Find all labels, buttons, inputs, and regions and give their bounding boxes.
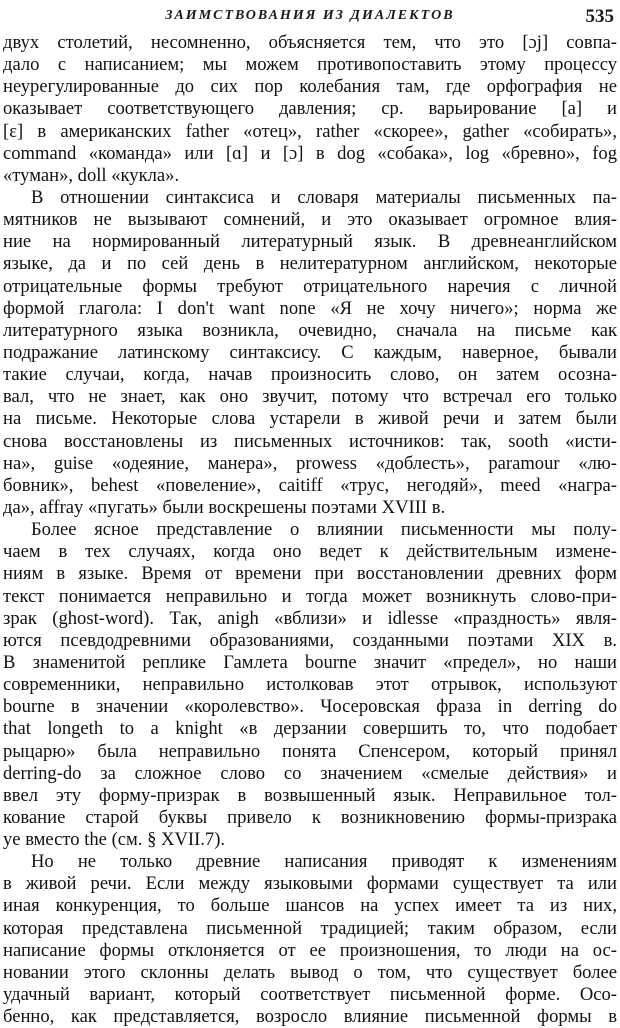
text-line: бенно, как представляется, возросло влияние письменной формы в [3,1006,617,1028]
text-line: удачный вариант, который соответствует письменной форме. Осо- [3,984,617,1006]
text-line: подражание латинскому синтаксису. С каждым, наверное, бывали [3,341,617,363]
text-line: ниям в языке. Время от времени при восстановлении древних форм [3,563,617,585]
text-line: кование старой буквы привело к возникновению формы-призрака [3,806,617,828]
running-title: ЗАИМСТВОВАНИЯ ИЗ ДИАЛЕКТОВ [165,8,455,23]
text-line: ние на нормированный литературный язык. В древнеанглийском [3,231,617,253]
text-line: текст понимается неправильно и тогда может возникнуть слово-при- [3,585,617,607]
text-line: Более ясное представление о влиянии письменности мы полу- [31,519,617,541]
text-line: Но не только древние написания приводят к изменениям [31,851,617,873]
text-line: отрицательные формы требуют отрицательного наречия с личной [3,275,617,297]
text-line: В знаменитой реплике Гамлета bourne значит «предел», но наши [3,651,617,673]
text-line: ввел эту форму-призрак в возвышенный язык. Неправильное тол- [3,784,617,806]
text-line: bourne в значении «королевство». Чосеровская фраза in derring do [3,696,617,718]
running-head [0,6,620,28]
text-line: that longeth to a knight «в дерзании совершить то, что подобает [3,718,617,740]
text-line: зрак (ghost-word). Так, anigh «вблизи» и idlesse «праздность» явля- [3,607,617,629]
text-line: дало с написанием; мы можем противопоставить этому процессу [3,54,617,76]
page-number: 535 [585,6,614,27]
text-line: языке, да и по сей день в нелитературном английском, некоторые [3,253,617,275]
text-line: иная конкуренция, то больше шансов на успех имеет та из них, [3,895,617,917]
text-line: неурегулированные до сих пор колебания там, где орфография не [3,76,617,98]
text-line: ye вместо the (см. § XVII.7). [3,829,226,851]
text-line: command «команда» или [ɑ] и [ɔ] в dog «собака», log «бревно», fog [3,142,617,164]
text-line: такие случаи, когда, начав произносить слово, он затем осозна- [3,364,617,386]
text-line: В отношении синтаксиса и словаря материалы письменных па- [31,186,617,208]
text-line: написание формы отклоняется от ее произношения, то люди на ос- [3,939,617,961]
text-line: [ɛ] в американских father «отец», rather «скорее», gather «собирать», [3,120,617,142]
text-line: литературного языка возникла, очевидно, сначала на письме как [3,319,617,341]
text-line: современники, неправильно истолковав этот отрывок, используют [3,674,617,696]
text-line: derring-do за сложное слово со значением «смелые действия» и [3,762,617,784]
text-line: снова восстановлены из письменных источников: так, sooth «исти- [3,430,617,452]
text-line: на», guise «одеяние, манера», prowess «доблесть», paramour «лю- [3,452,617,474]
text-line: да», affray «пугать» были воскрешены поэтами XVIII в. [3,496,446,518]
text-line: которая представлена письменной традицией; таким образом, если [3,917,617,939]
text-line: «туман», doll «кукла». [3,164,180,186]
text-line: ются псевдодревними образованиями, созданными поэтами XIX в. [3,629,617,651]
text-line: чаем в тех случаях, когда оно ведет к действительным измене- [3,541,617,563]
body-text [3,32,617,1028]
text-line: рыцарю» была неправильно понята Спенсером, который принял [3,740,617,762]
text-line: двух столетий, несомненно, объясняется тем, что это [ɔj] совпа- [3,32,617,53]
text-line: бовник», behest «повеление», caitiff «трус, негодяй», meed «награ- [3,474,617,496]
text-line: в живой речи. Если между языковыми формами существует та или [3,873,617,895]
text-line: на письме. Некоторые слова устарели в живой речи и затем были [3,408,617,430]
text-line: вал, что не знает, как оно звучит, потому что встречал его только [3,386,617,408]
text-line: оказывает соответствующего давления; ср. варьирование [a] и [3,98,617,120]
text-line: мятников не вызывают сомнений, и это оказывает огромное влия- [3,209,617,231]
text-line: новании этого склонны делать вывод о том, что существует более [3,961,617,983]
text-line: формой глагола: I don't want none «Я не хочу ничего»; норма же [3,297,617,319]
